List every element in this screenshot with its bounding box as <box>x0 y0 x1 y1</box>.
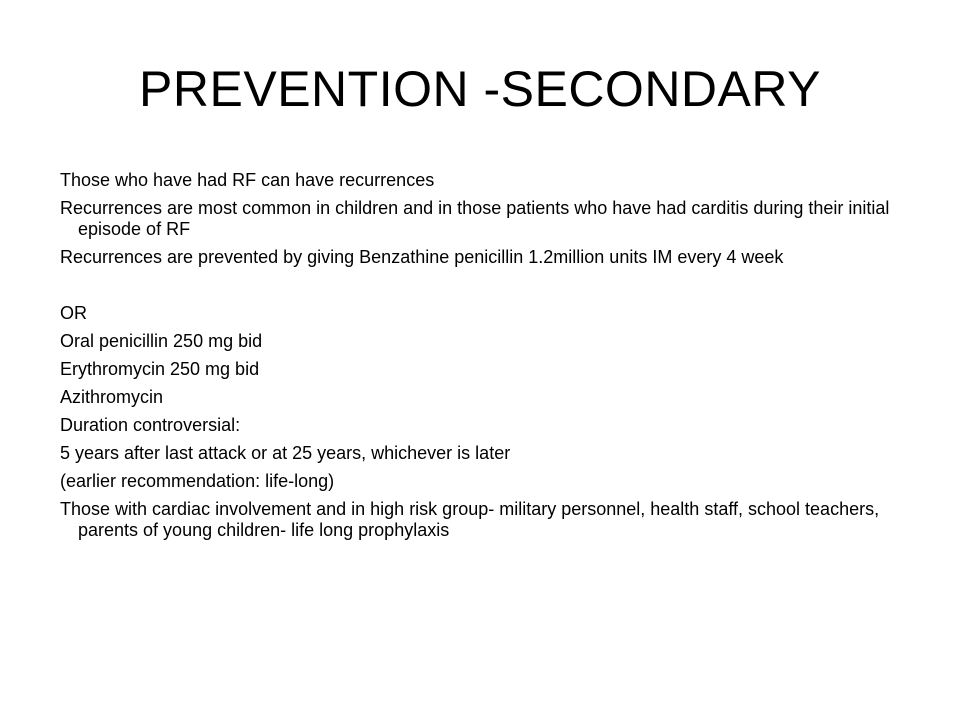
paragraph-erythromycin: Erythromycin 250 mg bid <box>60 359 260 379</box>
slide-title: PREVENTION -SECONDARY <box>139 61 821 117</box>
paragraph-five-years: 5 years after last attack or at 25 years, whichever is later <box>60 443 511 463</box>
paragraph-benzathine: Recurrences are prevented by giving Benzathine penicillin 1.2million units IM every 4 week <box>60 247 784 267</box>
paragraph-duration: Duration controversial: <box>60 415 241 435</box>
paragraph-recurrences: Those who have had RF can have recurrences <box>60 170 435 190</box>
paragraph-high-risk-group: Those with cardiac involvement and in high risk group- military personnel, health staff, school teachers, parents of young children- life long prophylaxis <box>60 499 880 540</box>
paragraph-common-in-children: Recurrences are most common in children and in those patients who have had carditis during their initial episode of RF <box>60 198 890 239</box>
paragraph-or: OR <box>60 303 87 323</box>
paragraph-oral-penicillin: Oral penicillin 250 mg bid <box>60 331 263 351</box>
paragraph-azithromycin: Azithromycin <box>60 387 164 407</box>
paragraph-earlier-recommendation: (earlier recommendation: life-long) <box>60 471 335 491</box>
slide-body <box>60 170 910 548</box>
blank-line <box>60 275 910 303</box>
